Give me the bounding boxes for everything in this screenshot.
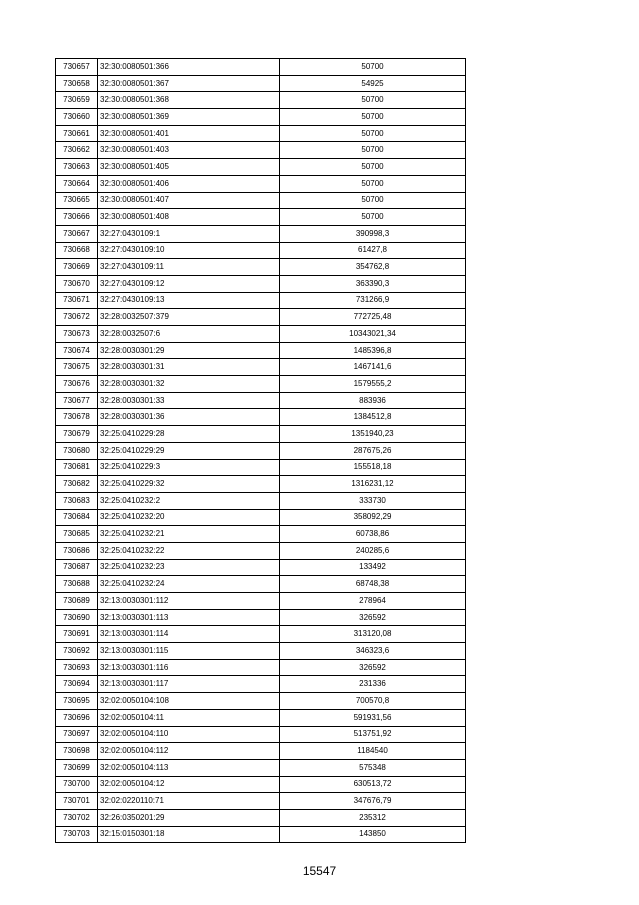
cadastral-number-cell: 32:28:0032507:379 xyxy=(98,309,280,326)
table-row xyxy=(56,242,466,259)
table-row xyxy=(56,426,466,443)
cadastral-number-cell: 32:28:0030301:31 xyxy=(98,359,280,376)
table-row xyxy=(56,192,466,209)
row-number-cell: 730658 xyxy=(56,75,98,92)
row-number-cell: 730688 xyxy=(56,576,98,593)
row-number-cell: 730673 xyxy=(56,326,98,343)
value-cell: 61427,8 xyxy=(280,242,466,259)
value-cell: 10343021,34 xyxy=(280,326,466,343)
cadastral-number-cell: 32:02:0050104:108 xyxy=(98,693,280,710)
table-row xyxy=(56,75,466,92)
cadastral-number-cell: 32:02:0050104:11 xyxy=(98,709,280,726)
cadastral-number-cell: 32:02:0050104:112 xyxy=(98,743,280,760)
row-number-cell: 730690 xyxy=(56,609,98,626)
table-row xyxy=(56,826,466,843)
row-number-cell: 730697 xyxy=(56,726,98,743)
value-cell: 155518,18 xyxy=(280,459,466,476)
table-row xyxy=(56,92,466,109)
value-cell: 772725,48 xyxy=(280,309,466,326)
table-row xyxy=(56,559,466,576)
row-number-cell: 730657 xyxy=(56,59,98,76)
table-row xyxy=(56,793,466,810)
value-cell: 50700 xyxy=(280,209,466,226)
row-number-cell: 730689 xyxy=(56,593,98,610)
cadastral-number-cell: 32:25:0410229:29 xyxy=(98,442,280,459)
value-cell: 50700 xyxy=(280,175,466,192)
value-cell: 313120,08 xyxy=(280,626,466,643)
table-row xyxy=(56,309,466,326)
value-cell: 333730 xyxy=(280,492,466,509)
value-cell: 1316231,12 xyxy=(280,476,466,493)
row-number-cell: 730700 xyxy=(56,776,98,793)
cadastral-number-cell: 32:30:0080501:408 xyxy=(98,209,280,226)
cadastral-number-cell: 32:25:0410232:22 xyxy=(98,542,280,559)
table-row xyxy=(56,676,466,693)
value-cell: 630513,72 xyxy=(280,776,466,793)
row-number-cell: 730664 xyxy=(56,175,98,192)
table-row xyxy=(56,376,466,393)
value-cell: 346323,6 xyxy=(280,643,466,660)
value-cell: 1351940,23 xyxy=(280,426,466,443)
cadastral-number-cell: 32:27:0430109:11 xyxy=(98,259,280,276)
cadastral-number-cell: 32:28:0030301:36 xyxy=(98,409,280,426)
table-row xyxy=(56,693,466,710)
table-row xyxy=(56,459,466,476)
value-cell: 347676,79 xyxy=(280,793,466,810)
value-cell: 731266,9 xyxy=(280,292,466,309)
row-number-cell: 730691 xyxy=(56,626,98,643)
cadastral-number-cell: 32:27:0430109:1 xyxy=(98,225,280,242)
table-row xyxy=(56,159,466,176)
row-number-cell: 730678 xyxy=(56,409,98,426)
cadastral-number-cell: 32:30:0080501:407 xyxy=(98,192,280,209)
row-number-cell: 730677 xyxy=(56,392,98,409)
row-number-cell: 730666 xyxy=(56,209,98,226)
cadastral-number-cell: 32:28:0030301:32 xyxy=(98,376,280,393)
table-row xyxy=(56,59,466,76)
value-cell: 50700 xyxy=(280,125,466,142)
table-row xyxy=(56,509,466,526)
row-number-cell: 730665 xyxy=(56,192,98,209)
table-row xyxy=(56,609,466,626)
cadastral-number-cell: 32:13:0030301:114 xyxy=(98,626,280,643)
value-cell: 278964 xyxy=(280,593,466,610)
table-row xyxy=(56,709,466,726)
row-number-cell: 730661 xyxy=(56,125,98,142)
value-cell: 1485396,8 xyxy=(280,342,466,359)
row-number-cell: 730693 xyxy=(56,659,98,676)
row-number-cell: 730675 xyxy=(56,359,98,376)
value-cell: 354762,8 xyxy=(280,259,466,276)
value-cell: 54925 xyxy=(280,75,466,92)
cadastral-number-cell: 32:26:0350201:29 xyxy=(98,809,280,826)
cadastral-number-cell: 32:25:0410229:3 xyxy=(98,459,280,476)
row-number-cell: 730667 xyxy=(56,225,98,242)
row-number-cell: 730702 xyxy=(56,809,98,826)
page-number: 15547 xyxy=(302,864,337,878)
table-row xyxy=(56,109,466,126)
cadastral-number-cell: 32:25:0410232:23 xyxy=(98,559,280,576)
value-cell: 358092,29 xyxy=(280,509,466,526)
value-cell: 326592 xyxy=(280,659,466,676)
value-cell: 50700 xyxy=(280,59,466,76)
value-cell: 513751,92 xyxy=(280,726,466,743)
table-row xyxy=(56,726,466,743)
row-number-cell: 730669 xyxy=(56,259,98,276)
table-row xyxy=(56,776,466,793)
value-cell: 60738,86 xyxy=(280,526,466,543)
cadastral-number-cell: 32:30:0080501:406 xyxy=(98,175,280,192)
cadastral-number-cell: 32:27:0430109:13 xyxy=(98,292,280,309)
table-row xyxy=(56,292,466,309)
row-number-cell: 730662 xyxy=(56,142,98,159)
table-row xyxy=(56,125,466,142)
cadastral-number-cell: 32:15:0150301:18 xyxy=(98,826,280,843)
table-row xyxy=(56,759,466,776)
table-row xyxy=(56,326,466,343)
cadastral-number-cell: 32:13:0030301:112 xyxy=(98,593,280,610)
value-cell: 133492 xyxy=(280,559,466,576)
row-number-cell: 730687 xyxy=(56,559,98,576)
value-cell: 231336 xyxy=(280,676,466,693)
value-cell: 363390,3 xyxy=(280,275,466,292)
cadastral-number-cell: 32:02:0050104:12 xyxy=(98,776,280,793)
row-number-cell: 730686 xyxy=(56,542,98,559)
row-number-cell: 730679 xyxy=(56,426,98,443)
row-number-cell: 730701 xyxy=(56,793,98,810)
cadastral-number-cell: 32:25:0410229:28 xyxy=(98,426,280,443)
table-row xyxy=(56,526,466,543)
table-body xyxy=(56,59,466,843)
cadastral-number-cell: 32:13:0030301:116 xyxy=(98,659,280,676)
value-cell: 50700 xyxy=(280,192,466,209)
value-cell: 390998,3 xyxy=(280,225,466,242)
cadastral-number-cell: 32:27:0430109:10 xyxy=(98,242,280,259)
cadastral-number-cell: 32:02:0050104:110 xyxy=(98,726,280,743)
cadastral-number-cell: 32:30:0080501:368 xyxy=(98,92,280,109)
cadastral-number-cell: 32:30:0080501:369 xyxy=(98,109,280,126)
table-row xyxy=(56,743,466,760)
row-number-cell: 730668 xyxy=(56,242,98,259)
table-row xyxy=(56,259,466,276)
cadastral-number-cell: 32:13:0030301:115 xyxy=(98,643,280,660)
cadastral-number-cell: 32:13:0030301:117 xyxy=(98,676,280,693)
table-row xyxy=(56,542,466,559)
row-number-cell: 730683 xyxy=(56,492,98,509)
value-cell: 235312 xyxy=(280,809,466,826)
row-number-cell: 730685 xyxy=(56,526,98,543)
cadastral-number-cell: 32:25:0410232:21 xyxy=(98,526,280,543)
row-number-cell: 730694 xyxy=(56,676,98,693)
table-row xyxy=(56,209,466,226)
row-number-cell: 730671 xyxy=(56,292,98,309)
table-row xyxy=(56,342,466,359)
value-cell: 883936 xyxy=(280,392,466,409)
cadastral-number-cell: 32:25:0410232:20 xyxy=(98,509,280,526)
cadastral-number-cell: 32:02:0050104:113 xyxy=(98,759,280,776)
table-row xyxy=(56,593,466,610)
value-cell: 50700 xyxy=(280,159,466,176)
value-cell: 591931,56 xyxy=(280,709,466,726)
cadastral-number-cell: 32:30:0080501:401 xyxy=(98,125,280,142)
value-cell: 1384512,8 xyxy=(280,409,466,426)
cadastral-number-cell: 32:27:0430109:12 xyxy=(98,275,280,292)
table-row xyxy=(56,392,466,409)
row-number-cell: 730676 xyxy=(56,376,98,393)
cadastral-number-cell: 32:25:0410232:2 xyxy=(98,492,280,509)
value-cell: 1579555,2 xyxy=(280,376,466,393)
table-row xyxy=(56,175,466,192)
table-row xyxy=(56,492,466,509)
table-row xyxy=(56,359,466,376)
row-number-cell: 730682 xyxy=(56,476,98,493)
cadastral-number-cell: 32:13:0030301:113 xyxy=(98,609,280,626)
table-row xyxy=(56,225,466,242)
table-row xyxy=(56,275,466,292)
row-number-cell: 730659 xyxy=(56,92,98,109)
table-row xyxy=(56,643,466,660)
cadastral-number-cell: 32:02:0220110:71 xyxy=(98,793,280,810)
row-number-cell: 730681 xyxy=(56,459,98,476)
row-number-cell: 730672 xyxy=(56,309,98,326)
cadastral-number-cell: 32:25:0410232:24 xyxy=(98,576,280,593)
table-row xyxy=(56,409,466,426)
data-table xyxy=(55,58,466,843)
value-cell: 1467141,6 xyxy=(280,359,466,376)
row-number-cell: 730660 xyxy=(56,109,98,126)
cadastral-number-cell: 32:30:0080501:367 xyxy=(98,75,280,92)
row-number-cell: 730692 xyxy=(56,643,98,660)
row-number-cell: 730703 xyxy=(56,826,98,843)
value-cell: 240285,6 xyxy=(280,542,466,559)
cadastral-number-cell: 32:30:0080501:366 xyxy=(98,59,280,76)
cadastral-number-cell: 32:25:0410229:32 xyxy=(98,476,280,493)
value-cell: 700570,8 xyxy=(280,693,466,710)
table-row xyxy=(56,476,466,493)
value-cell: 326592 xyxy=(280,609,466,626)
table-row xyxy=(56,809,466,826)
value-cell: 1184540 xyxy=(280,743,466,760)
row-number-cell: 730674 xyxy=(56,342,98,359)
cadastral-number-cell: 32:30:0080501:405 xyxy=(98,159,280,176)
cadastral-number-cell: 32:28:0030301:33 xyxy=(98,392,280,409)
value-cell: 143850 xyxy=(280,826,466,843)
table-row xyxy=(56,626,466,643)
row-number-cell: 730695 xyxy=(56,693,98,710)
cadastral-number-cell: 32:28:0032507:6 xyxy=(98,326,280,343)
table-row xyxy=(56,659,466,676)
table-row xyxy=(56,576,466,593)
table-row xyxy=(56,142,466,159)
value-cell: 68748,38 xyxy=(280,576,466,593)
value-cell: 50700 xyxy=(280,92,466,109)
value-cell: 50700 xyxy=(280,109,466,126)
value-cell: 50700 xyxy=(280,142,466,159)
table-row xyxy=(56,442,466,459)
row-number-cell: 730670 xyxy=(56,275,98,292)
row-number-cell: 730698 xyxy=(56,743,98,760)
row-number-cell: 730680 xyxy=(56,442,98,459)
cadastral-number-cell: 32:30:0080501:403 xyxy=(98,142,280,159)
cadastral-number-cell: 32:28:0030301:29 xyxy=(98,342,280,359)
value-cell: 575348 xyxy=(280,759,466,776)
value-cell: 287675,26 xyxy=(280,442,466,459)
row-number-cell: 730663 xyxy=(56,159,98,176)
row-number-cell: 730684 xyxy=(56,509,98,526)
row-number-cell: 730699 xyxy=(56,759,98,776)
row-number-cell: 730696 xyxy=(56,709,98,726)
